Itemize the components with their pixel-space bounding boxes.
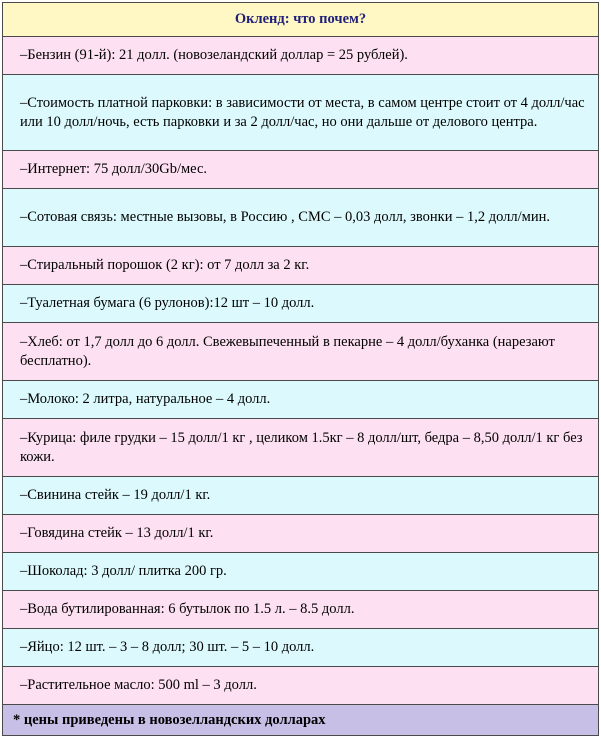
table-row bbox=[3, 189, 599, 247]
row-gasoline: –Бензин (91-й): 21 долл. (новозеландский доллар = 25 рублей). bbox=[3, 37, 599, 75]
row-beef: –Говядина стейк – 13 долл/1 кг. bbox=[3, 515, 599, 553]
row-pork: –Свинина стейк – 19 долл/1 кг. bbox=[3, 477, 599, 515]
table-row bbox=[3, 151, 599, 189]
table-row bbox=[3, 553, 599, 591]
table-row bbox=[3, 477, 599, 515]
row-milk: –Молоко: 2 литра, натуральное – 4 долл. bbox=[3, 381, 599, 419]
row-toilet-paper: –Туалетная бумага (6 рулонов):12 шт – 10 долл. bbox=[3, 285, 599, 323]
table-row bbox=[3, 323, 599, 381]
table-row bbox=[3, 515, 599, 553]
table-title: Окленд: что почем? bbox=[3, 3, 599, 37]
row-bread: –Хлеб: от 1,7 долл до 6 долл. Свежевыпеченный в пекарне – 4 долл/буханка (нарезают бесплатно). bbox=[3, 323, 599, 381]
row-chicken: –Курица: филе грудки – 15 долл/1 кг , целиком 1.5кг – 8 долл/шт, бедра – 8,50 долл/1 кг без кожи. bbox=[3, 419, 599, 477]
table-row bbox=[3, 285, 599, 323]
table-row bbox=[3, 37, 599, 75]
table-footnote: * цены приведены в новозелландских долларах bbox=[3, 705, 599, 736]
table-row bbox=[3, 667, 599, 705]
footer-row bbox=[3, 705, 599, 736]
row-water: –Вода бутилированная: 6 бутылок по 1.5 л. – 8.5 долл. bbox=[3, 591, 599, 629]
row-detergent: –Стиральный порошок (2 кг): от 7 долл за 2 кг. bbox=[3, 247, 599, 285]
table-row bbox=[3, 419, 599, 477]
table-row bbox=[3, 247, 599, 285]
table-row bbox=[3, 75, 599, 151]
row-internet: –Интернет: 75 долл/30Gb/мес. bbox=[3, 151, 599, 189]
row-eggs: –Яйцо: 12 шт. – 3 – 8 долл; 30 шт. – 5 – 10 долл. bbox=[3, 629, 599, 667]
title-row bbox=[3, 3, 599, 37]
row-mobile: –Сотовая связь: местные вызовы, в Россию , СМС – 0,03 долл, звонки – 1,2 долл/мин. bbox=[3, 189, 599, 247]
row-parking: –Стоимость платной парковки: в зависимости от места, в самом центре стоит от 4 долл/час или 10 долл/ночь, есть парковки и за 2 долл/час, но они дальше от делового центра. bbox=[3, 75, 599, 151]
row-chocolate: –Шоколад: 3 долл/ плитка 200 гр. bbox=[3, 553, 599, 591]
table-row bbox=[3, 381, 599, 419]
row-oil: –Растительное масло: 500 ml – 3 долл. bbox=[3, 667, 599, 705]
table-row bbox=[3, 629, 599, 667]
price-table bbox=[2, 2, 599, 736]
table-row bbox=[3, 591, 599, 629]
